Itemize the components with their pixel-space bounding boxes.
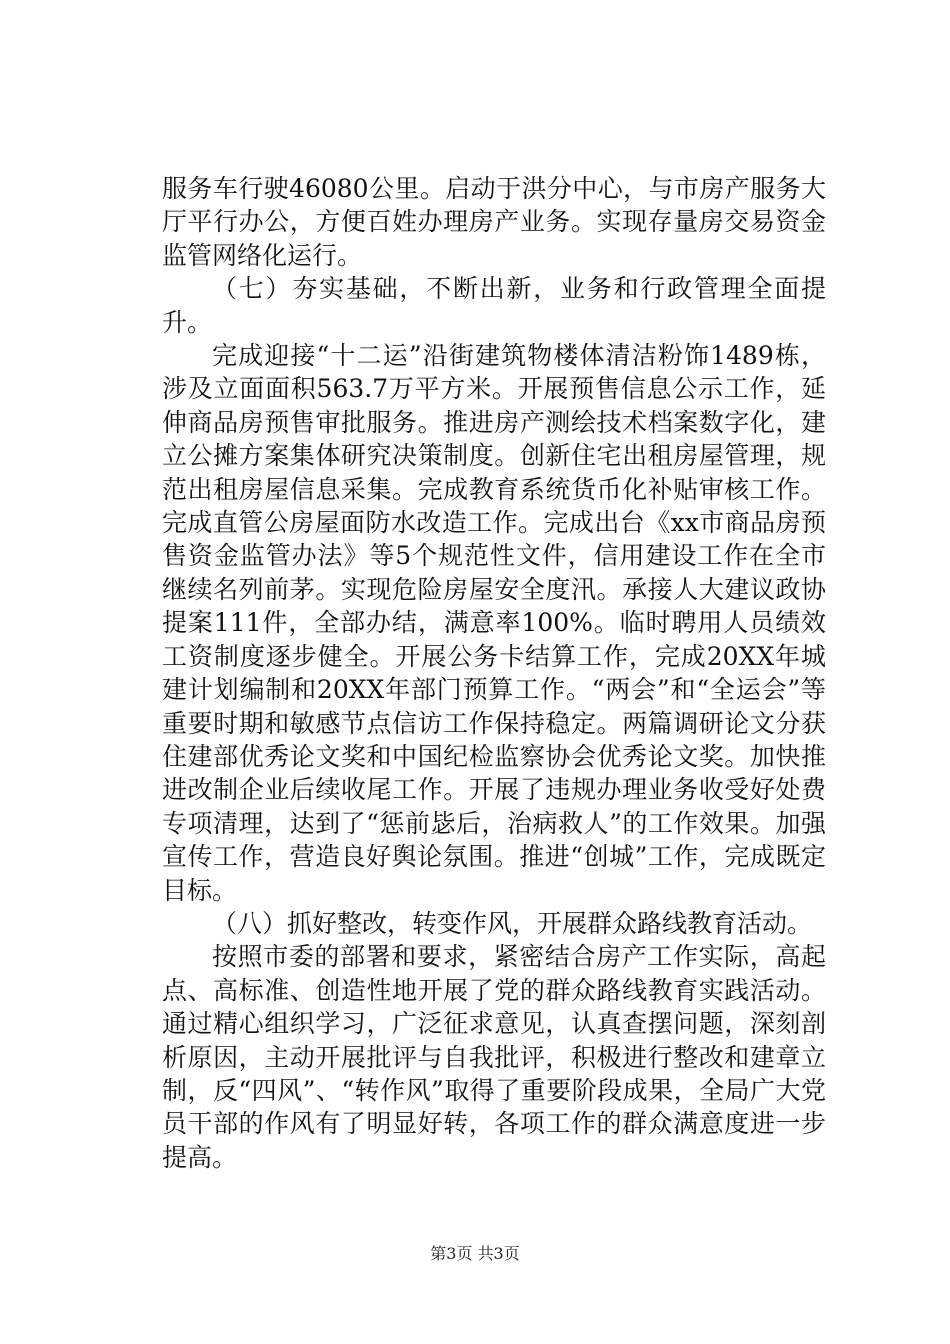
paragraph-continuation: 服务车行驶46080公里。启动于洪分中心，与市房产服务大厅平行办公，方便百姓办理房产业务。实现存量房交易资金监管网络化运行。	[162, 174, 826, 270]
page-number-footer: 第3页 共3页	[430, 1244, 520, 1263]
section-heading-8: （八）抓好整改，转变作风，开展群众路线教育活动。	[212, 908, 813, 938]
paragraph-section-7-body: 完成迎接“十二运”沿街建筑物楼体清洁粉饰1489栋，涉及立面面积563.7万平方米。开展预售信息公示工作，延伸商品房预售审批服务。推进房产测绘技术档案数字化，建立公摊方案集体研究决策制度。创新住宅出租房屋管理，规范出租房屋信息采集。完成教育系统货币化补贴审核工作。完成直管公房屋面防水改造工作。完成出台《xx市商品房预售资金监管办法》等5个规范性文件，信用建设工作在全市继续名列前茅。实现危险房屋安全度汛。承接人大建议政协提案111件，全部办结，满意率100%。临时聘用人员绩效工资制度逐步健全。开展公务卡结算工作，完成20XX年城建计划编制和20XX年部门预算工作。“两会”和“全运会”等重要时期和敏感节点信访工作保持稳定。两篇调研论文分获住建部优秀论文奖和中国纪检监察协会优秀论文奖。加快推进改制企业后续收尾工作。开展了违规办理业务收受好处费专项清理，达到了“惩前毖后，治病救人”的工作效果。加强宣传工作，营造良好舆论氛围。推进“创城”工作，完成既定目标。	[162, 341, 826, 905]
paragraph-section-8-body: 按照市委的部署和要求，紧密结合房产工作实际，高起点、高标准、创造性地开展了党的群众路线教育实践活动。通过精心组织学习，广泛征求意见，认真查摆问题，深刻剖析原因，主动开展批评与自我批评，积极进行整改和建章立制，反“四风”、“转作风”取得了重要阶段成果，全局广大党员干部的作风有了明显好转，各项工作的群众满意度进一步提高。	[162, 942, 826, 1172]
section-heading-7: （七）夯实基础，不断出新，业务和行政管理全面提升。	[162, 274, 826, 337]
document-body	[162, 172, 826, 1174]
